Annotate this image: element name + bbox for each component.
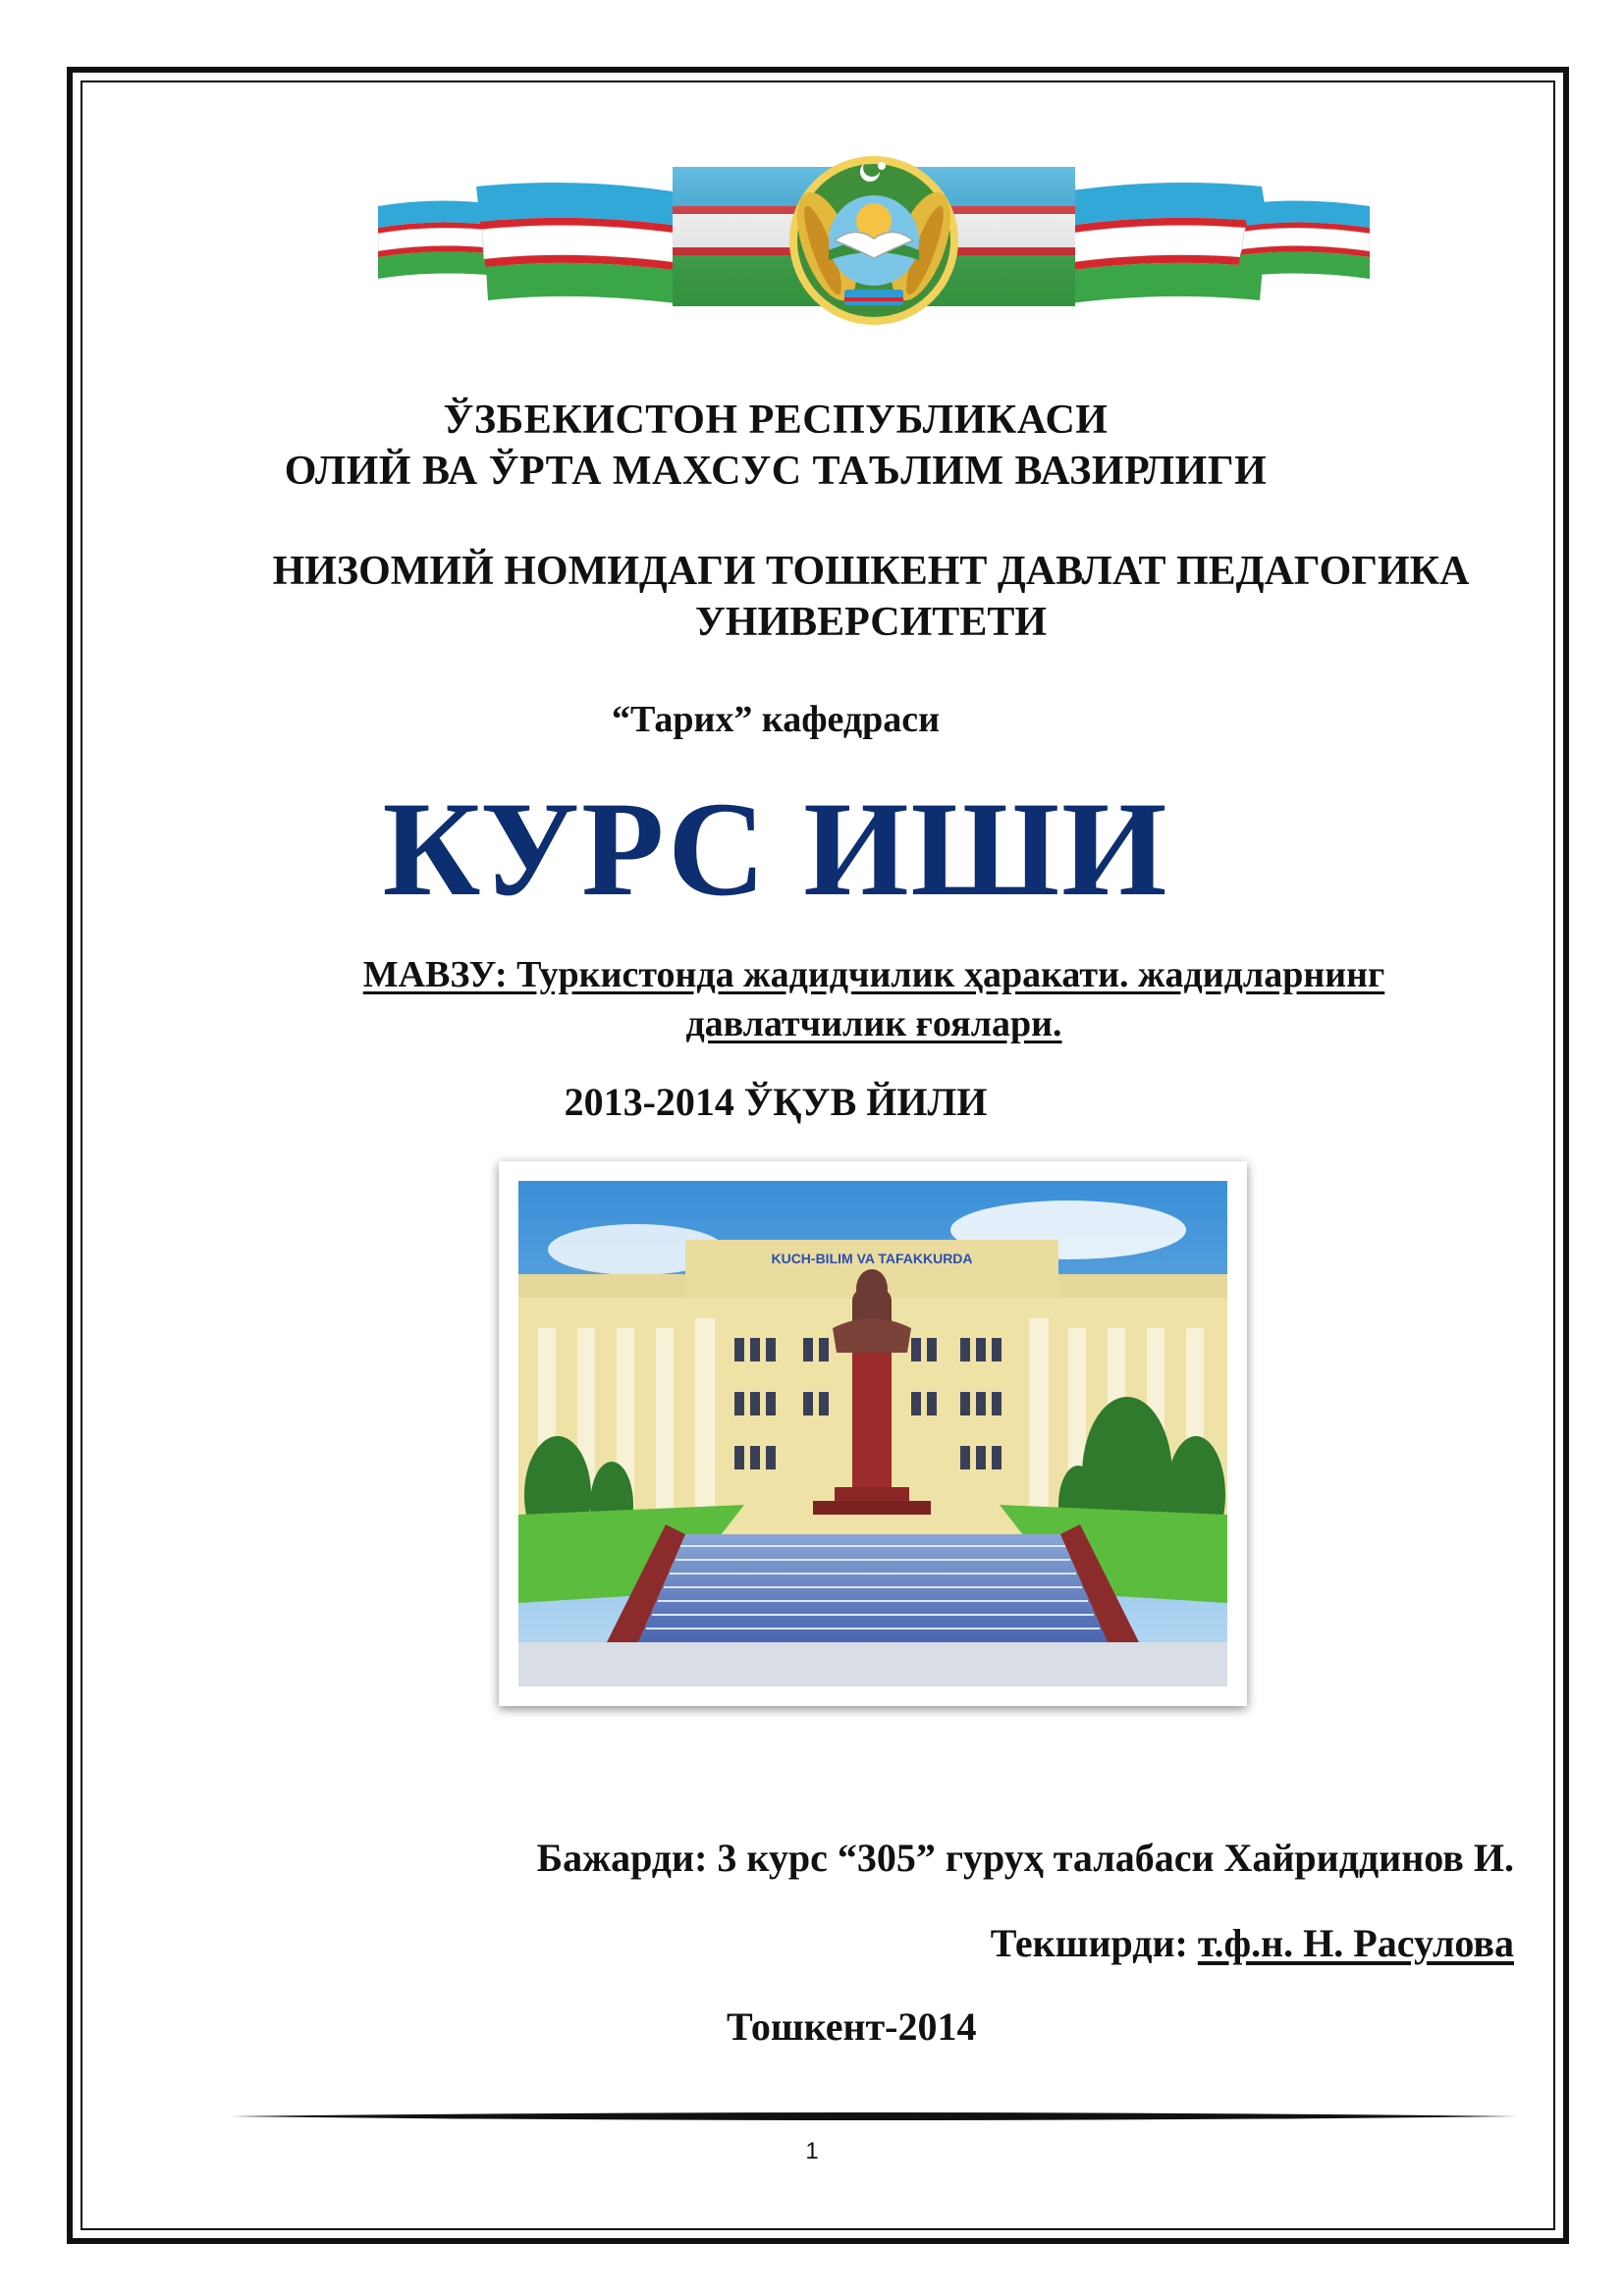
university-building-photo — [499, 1161, 1247, 1706]
header-line-republic: ЎЗБЕКИСТОН РЕСПУБЛИКАСИ — [443, 398, 1109, 443]
city-year: Тошкент-2014 — [727, 2004, 977, 2049]
topic-line2: давлатчилик ғоялари. — [685, 1003, 1062, 1044]
university-header — [137, 546, 1604, 648]
ministry-header — [196, 395, 1355, 497]
department-name: “Тарих” кафедраси — [611, 699, 941, 740]
building-photo-image — [518, 1181, 1227, 1686]
university-name-line2: УНИВЕРСИТЕТИ — [694, 600, 1048, 645]
header-line-ministry: ОЛИЙ ВА ЎРТА МАХСУС ТАЪЛИМ ВАЗИРЛИГИ — [284, 449, 1268, 494]
flag-ribbon-left — [378, 183, 684, 304]
page-number: 1 — [805, 2138, 819, 2164]
state-emblem-flag-banner — [378, 147, 1370, 334]
performed-by: Бажарди: 3 курс “305” гуруҳ талабаси Хайриддинов И. — [536, 1836, 1514, 1880]
academic-year: 2013-2014 ЎҚУВ ЙИЛИ — [564, 1080, 988, 1124]
flag-ribbon-right — [1063, 183, 1370, 304]
topic-heading — [245, 950, 1502, 1048]
footer-divider — [231, 2110, 1517, 2122]
topic-line1: МАВЗУ: Туркистонда жадидчилик ҳаракати. жадидларнинг — [362, 954, 1385, 995]
document-title: КУРС ИШИ — [382, 774, 1169, 924]
checked-by-label: Текширди: — [990, 1921, 1188, 1965]
university-name-line1: НИЗОМИЙ НОМИДАГИ ТОШКЕНТ ДАВЛАТ ПЕДАГОГИКА — [272, 549, 1470, 594]
checked-by-name: т.ф.н. Н. Расулова — [1197, 1921, 1514, 1965]
building-sign-text: KUCH-BILIM VA TAFAKKURDA — [771, 1251, 973, 1266]
checked-by — [991, 1919, 1514, 1968]
